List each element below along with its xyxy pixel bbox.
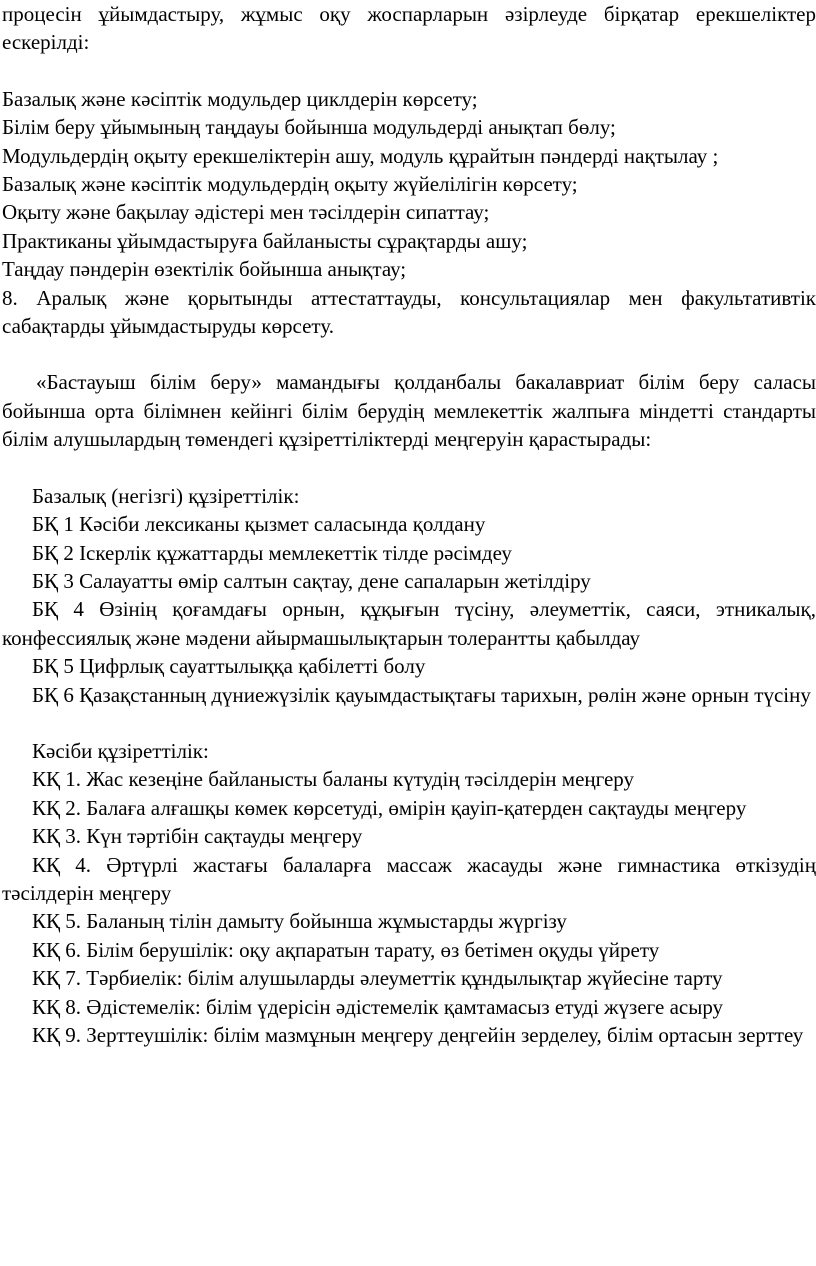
list-item: 8. Аралық және қорытынды аттестаттауды, консультациялар мен факультативтік сабақтарды ұйымдастыруды көрсету. bbox=[2, 285, 816, 339]
section-heading: Базалық (негізгі) құзіреттілік: bbox=[32, 483, 300, 508]
competency-item: КҚ 7. Тәрбиелік: білім алушыларды әлеуметтік құндылықтар жүйесіне тарту bbox=[32, 966, 723, 991]
competency-item: БҚ 2 Іскерлік құжаттарды мемлекеттік тілде рәсімдеу bbox=[32, 540, 512, 565]
competency-item: КҚ 8. Әдістемелік: білім үдерісін әдістемелік қамтамасыз етуді жүзеге асыру bbox=[32, 994, 724, 1019]
list-item: Таңдау пәндерін өзектілік бойынша анықтау; bbox=[2, 257, 407, 282]
spacer bbox=[2, 340, 816, 368]
competency-item: БҚ 1 Кәсіби лексиканы қызмет саласында қолдану bbox=[32, 512, 486, 537]
list-item: Базалық және кәсіптік модульдер циклдерін көрсету; bbox=[2, 86, 478, 111]
intro-paragraph: процесін ұйымдастыру, жұмыс оқу жоспарларын әзірлеуде бірқатар ерекшеліктер ескерілді: bbox=[2, 2, 816, 55]
competency-item: КҚ 2. Балаға алғашқы көмек көрсетуді, өмірін қауіп-қатерден сақтауды меңгеру bbox=[32, 795, 747, 820]
competency-item: БҚ 6 Қазақстанның дүниежүзілік қауымдастықтағы тарихын, рөлін және орнын түсіну bbox=[32, 682, 811, 707]
spacer bbox=[2, 57, 816, 85]
competency-item: КҚ 4. Әртүрлі жастағы балаларға массаж жасауды және гимнастика өткізудің тәсілдерін меңгеру bbox=[2, 852, 816, 905]
list-item: Модульдердің оқыту ерекшеліктерін ашу, модуль құрайтын пәндерді нақтылау ; bbox=[2, 143, 719, 168]
spacer bbox=[2, 709, 816, 737]
competency-item: БҚ 3 Салауатты өмір салтын сақтау, дене сапаларын жетілдіру bbox=[32, 568, 591, 593]
standard-paragraph: «Бастауыш білім беру» мамандығы қолданбалы бакалавриат білім беру саласы бойынша орта білімнен кейінгі білім берудің мемлекеттік жалпыға міндетті стандарты білім алушылардың төмендегі құзіреттіліктерді меңгеруін қарастырады: bbox=[2, 370, 816, 452]
professional-competencies-section bbox=[2, 737, 816, 1049]
section-heading: Кәсіби құзіреттілік: bbox=[32, 738, 209, 763]
competency-item: КҚ 3. Күн тәртібін сақтауды меңгеру bbox=[32, 824, 363, 849]
spacer bbox=[2, 454, 816, 482]
list-item: Базалық және кәсіптік модульдердің оқыту жүйелілігін көрсету; bbox=[2, 172, 578, 197]
features-list bbox=[2, 85, 816, 341]
competency-item: КҚ 5. Баланың тілін дамыту бойынша жұмыстарды жүргізу bbox=[32, 909, 567, 934]
basic-competencies-section bbox=[2, 482, 816, 709]
competency-item: КҚ 6. Білім берушілік: оқу ақпаратын тарату, өз бетімен оқуды үйрету bbox=[32, 937, 660, 962]
competency-item: БҚ 5 Цифрлық сауаттылыққа қабілетті болу bbox=[32, 654, 426, 679]
competency-item: КҚ 9. Зерттеушілік: білім мазмұнын меңгеру деңгейін зерделеу, білім ортасын зерттеу bbox=[32, 1023, 804, 1047]
list-item: Оқыту және бақылау әдістері мен тәсілдерін сипаттау; bbox=[2, 200, 490, 225]
competency-item: БҚ 4 Өзінің қоғамдағы орнын, құқығын түсіну, әлеуметтік, саяси, этникалық, конфессиялық және мәдени айырмашылықтарын толерантты қабылдау bbox=[2, 597, 816, 650]
competency-item: КҚ 1. Жас кезеңіне байланысты баланы күтудің тәсілдерін меңгеру bbox=[32, 767, 635, 792]
list-item: Білім беру ұйымының таңдауы бойынша модульдерді анықтап бөлу; bbox=[2, 115, 616, 140]
list-item: Практиканы ұйымдастыруға байланысты сұрақтарды ашу; bbox=[2, 228, 528, 253]
